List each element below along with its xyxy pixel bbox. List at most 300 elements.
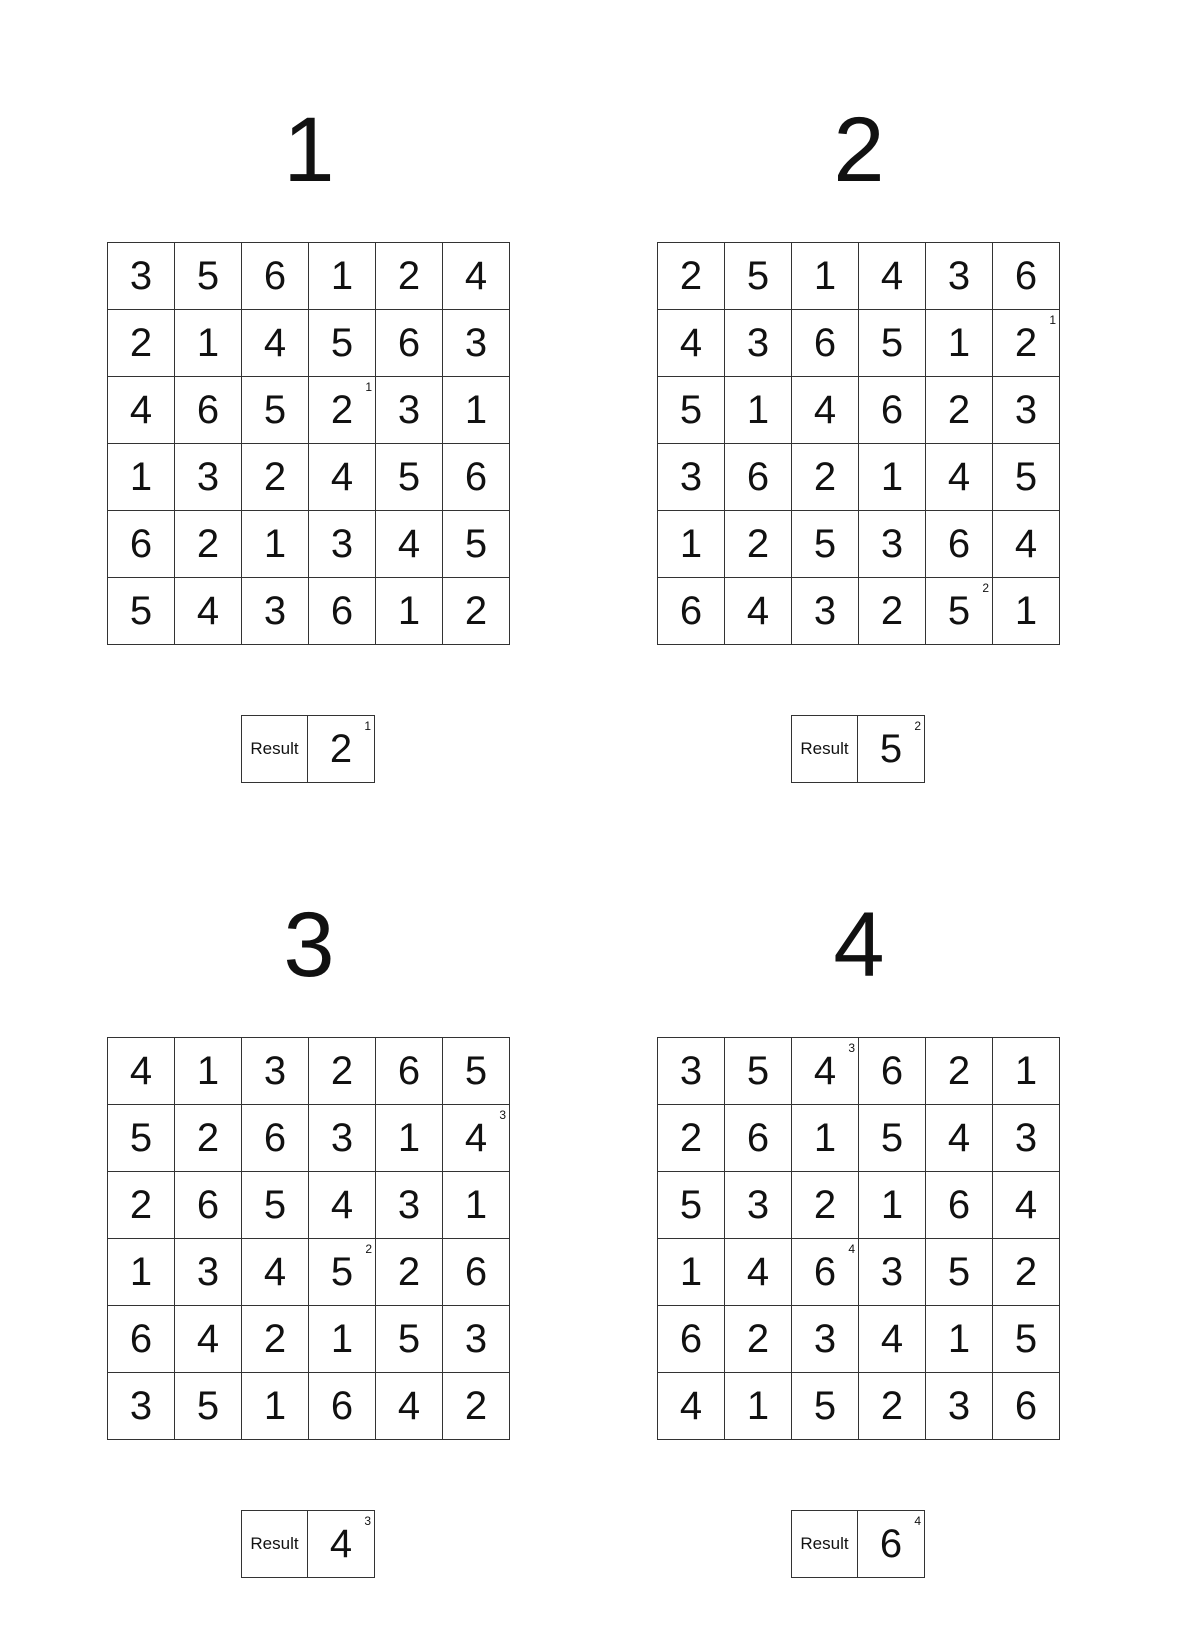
cell-number: 5 bbox=[263, 1183, 287, 1227]
grid-cell bbox=[309, 377, 376, 444]
grid-cell bbox=[658, 444, 725, 511]
grid-cell bbox=[443, 1239, 510, 1306]
cell-number: 4 bbox=[330, 1183, 354, 1227]
cell-number: 5 bbox=[397, 455, 421, 499]
cell-number: 3 bbox=[330, 1116, 354, 1160]
cell-number: 3 bbox=[880, 522, 904, 566]
cell-number: 5 bbox=[129, 1116, 153, 1160]
grid-cell bbox=[376, 1306, 443, 1373]
grid-cell bbox=[926, 444, 993, 511]
grid-cell bbox=[725, 1239, 792, 1306]
cell-number: 6 bbox=[464, 455, 488, 499]
grid-cell bbox=[658, 1306, 725, 1373]
result-value bbox=[858, 716, 924, 782]
grid-cell bbox=[175, 578, 242, 645]
grid-cell bbox=[242, 377, 309, 444]
cell-number: 6 bbox=[263, 1116, 287, 1160]
grid-cell bbox=[926, 1105, 993, 1172]
cell-number: 1 bbox=[464, 388, 488, 432]
cell-number: 1 bbox=[397, 1116, 421, 1160]
grid-cell bbox=[658, 310, 725, 377]
grid-cell bbox=[725, 578, 792, 645]
cell-number: 1 bbox=[330, 254, 354, 298]
cell-number: 4 bbox=[746, 589, 770, 633]
cell-number: 6 bbox=[196, 388, 220, 432]
grid-cell bbox=[376, 1239, 443, 1306]
grid-cell bbox=[859, 1172, 926, 1239]
cell-number: 6 bbox=[1014, 1384, 1038, 1428]
cell-number: 2 bbox=[880, 589, 904, 633]
cell-number: 5 bbox=[263, 388, 287, 432]
cell-number: 2 bbox=[813, 1183, 837, 1227]
result-box bbox=[791, 715, 925, 783]
cell-mark: 2 bbox=[982, 581, 989, 595]
cell-number: 1 bbox=[813, 1116, 837, 1160]
cell-number: 2 bbox=[196, 522, 220, 566]
puzzle-2 bbox=[657, 90, 1061, 780]
cell-number: 5 bbox=[947, 589, 971, 633]
grid-cell bbox=[376, 377, 443, 444]
cell-number: 1 bbox=[196, 1049, 220, 1093]
grid-cell bbox=[175, 243, 242, 310]
grid-cell bbox=[926, 1038, 993, 1105]
cell-number: 3 bbox=[464, 1317, 488, 1361]
grid-cell bbox=[443, 310, 510, 377]
grid-cell bbox=[242, 1239, 309, 1306]
grid-cell bbox=[859, 1239, 926, 1306]
cell-number: 3 bbox=[1014, 1116, 1038, 1160]
grid-cell bbox=[792, 444, 859, 511]
grid-cell bbox=[242, 578, 309, 645]
grid-cell bbox=[926, 1373, 993, 1440]
grid-cell bbox=[725, 1105, 792, 1172]
puzzle-3 bbox=[107, 885, 511, 1575]
grid-cell bbox=[792, 1239, 859, 1306]
cell-number: 3 bbox=[263, 1049, 287, 1093]
number-grid bbox=[107, 1037, 510, 1440]
cell-number: 2 bbox=[880, 1384, 904, 1428]
cell-number: 3 bbox=[947, 254, 971, 298]
grid-cell bbox=[443, 578, 510, 645]
grid-cell bbox=[658, 243, 725, 310]
grid-cell bbox=[658, 1373, 725, 1440]
cell-number: 5 bbox=[746, 1049, 770, 1093]
grid-cell bbox=[242, 310, 309, 377]
result-value bbox=[858, 1511, 924, 1577]
number-grid bbox=[657, 1037, 1060, 1440]
result-value bbox=[308, 716, 374, 782]
cell-number: 3 bbox=[397, 1183, 421, 1227]
number-grid bbox=[107, 242, 510, 645]
grid-cell bbox=[993, 1172, 1060, 1239]
grid-cell bbox=[309, 511, 376, 578]
cell-number: 1 bbox=[1014, 589, 1038, 633]
grid-cell bbox=[108, 1373, 175, 1440]
grid-cell bbox=[309, 1105, 376, 1172]
grid-cell bbox=[108, 1105, 175, 1172]
grid-cell bbox=[993, 578, 1060, 645]
cell-number: 1 bbox=[129, 1250, 153, 1294]
cell-number: 4 bbox=[947, 455, 971, 499]
grid-cell bbox=[242, 1038, 309, 1105]
cell-number: 1 bbox=[880, 1183, 904, 1227]
grid-cell bbox=[658, 1239, 725, 1306]
cell-number: 3 bbox=[330, 522, 354, 566]
grid-cell bbox=[993, 1038, 1060, 1105]
grid-cell bbox=[792, 1105, 859, 1172]
grid-cell bbox=[309, 578, 376, 645]
grid-cell bbox=[108, 578, 175, 645]
cell-number: 6 bbox=[129, 522, 153, 566]
grid-cell bbox=[309, 1038, 376, 1105]
cell-number: 3 bbox=[813, 589, 837, 633]
grid-cell bbox=[108, 310, 175, 377]
grid-cell bbox=[993, 1105, 1060, 1172]
puzzle-title: 3 bbox=[283, 894, 335, 996]
cell-number: 6 bbox=[464, 1250, 488, 1294]
cell-mark: 3 bbox=[499, 1108, 506, 1122]
cell-number: 5 bbox=[746, 254, 770, 298]
result-value bbox=[308, 1511, 374, 1577]
cell-mark: 1 bbox=[365, 380, 372, 394]
grid-cell bbox=[108, 1172, 175, 1239]
cell-number: 4 bbox=[129, 388, 153, 432]
cell-number: 2 bbox=[1014, 321, 1038, 365]
grid-cell bbox=[926, 377, 993, 444]
result-mark: 1 bbox=[364, 719, 371, 733]
grid-cell bbox=[309, 444, 376, 511]
grid-cell bbox=[175, 1105, 242, 1172]
grid-cell bbox=[443, 1373, 510, 1440]
cell-mark: 3 bbox=[848, 1041, 855, 1055]
grid-cell bbox=[242, 1172, 309, 1239]
grid-cell bbox=[859, 1373, 926, 1440]
grid-cell bbox=[309, 1239, 376, 1306]
grid-cell bbox=[859, 1306, 926, 1373]
cell-number: 5 bbox=[330, 1250, 354, 1294]
cell-number: 3 bbox=[746, 321, 770, 365]
result-box bbox=[241, 1510, 375, 1578]
cell-number: 6 bbox=[129, 1317, 153, 1361]
grid-cell bbox=[792, 511, 859, 578]
cell-number: 4 bbox=[1014, 522, 1038, 566]
cell-number: 6 bbox=[397, 321, 421, 365]
cell-mark: 1 bbox=[1049, 313, 1056, 327]
grid-cell bbox=[443, 444, 510, 511]
grid-cell bbox=[443, 377, 510, 444]
cell-number: 4 bbox=[129, 1049, 153, 1093]
grid-cell bbox=[859, 1038, 926, 1105]
cell-number: 4 bbox=[1014, 1183, 1038, 1227]
cell-number: 4 bbox=[196, 589, 220, 633]
puzzle-title: 4 bbox=[833, 894, 885, 996]
cell-number: 5 bbox=[397, 1317, 421, 1361]
grid-cell bbox=[108, 1038, 175, 1105]
grid-cell bbox=[108, 1306, 175, 1373]
grid-cell bbox=[993, 243, 1060, 310]
grid-cell bbox=[859, 310, 926, 377]
result-box bbox=[791, 1510, 925, 1578]
result-number: 2 bbox=[329, 727, 353, 771]
puzzle-1 bbox=[107, 90, 511, 780]
cell-mark: 2 bbox=[365, 1242, 372, 1256]
cell-number: 1 bbox=[397, 589, 421, 633]
result-label: Result bbox=[242, 716, 308, 782]
cell-number: 1 bbox=[263, 1384, 287, 1428]
cell-number: 2 bbox=[947, 388, 971, 432]
cell-number: 2 bbox=[679, 254, 703, 298]
cell-number: 5 bbox=[813, 1384, 837, 1428]
cell-number: 5 bbox=[464, 1049, 488, 1093]
cell-number: 4 bbox=[679, 321, 703, 365]
grid-cell bbox=[242, 444, 309, 511]
cell-number: 5 bbox=[813, 522, 837, 566]
grid-cell bbox=[725, 1172, 792, 1239]
grid-cell bbox=[108, 243, 175, 310]
result-number: 6 bbox=[879, 1522, 903, 1566]
cell-number: 5 bbox=[679, 1183, 703, 1227]
grid-cell bbox=[926, 310, 993, 377]
grid-cell bbox=[792, 377, 859, 444]
result-number: 4 bbox=[329, 1522, 353, 1566]
grid-cell bbox=[175, 1306, 242, 1373]
cell-number: 6 bbox=[880, 1049, 904, 1093]
grid-cell bbox=[658, 1038, 725, 1105]
grid-cell bbox=[376, 310, 443, 377]
grid-cell bbox=[376, 1038, 443, 1105]
cell-mark: 4 bbox=[848, 1242, 855, 1256]
cell-number: 4 bbox=[813, 1049, 837, 1093]
cell-number: 1 bbox=[196, 321, 220, 365]
grid-cell bbox=[792, 310, 859, 377]
cell-number: 4 bbox=[263, 1250, 287, 1294]
grid-cell bbox=[926, 578, 993, 645]
cell-number: 3 bbox=[196, 455, 220, 499]
result-label: Result bbox=[792, 1511, 858, 1577]
cell-number: 5 bbox=[129, 589, 153, 633]
grid-cell bbox=[376, 1172, 443, 1239]
cell-number: 4 bbox=[330, 455, 354, 499]
cell-number: 5 bbox=[947, 1250, 971, 1294]
cell-number: 4 bbox=[196, 1317, 220, 1361]
cell-number: 4 bbox=[263, 321, 287, 365]
grid-cell bbox=[175, 1038, 242, 1105]
cell-number: 1 bbox=[129, 455, 153, 499]
cell-number: 4 bbox=[397, 522, 421, 566]
cell-number: 1 bbox=[679, 1250, 703, 1294]
grid-cell bbox=[725, 444, 792, 511]
grid-cell bbox=[926, 1172, 993, 1239]
grid-cell bbox=[926, 1306, 993, 1373]
grid-cell bbox=[658, 1105, 725, 1172]
grid-cell bbox=[376, 578, 443, 645]
cell-number: 2 bbox=[746, 1317, 770, 1361]
cell-number: 1 bbox=[263, 522, 287, 566]
grid-cell bbox=[993, 444, 1060, 511]
cell-number: 3 bbox=[813, 1317, 837, 1361]
cell-number: 4 bbox=[947, 1116, 971, 1160]
grid-cell bbox=[792, 1038, 859, 1105]
cell-number: 3 bbox=[263, 589, 287, 633]
cell-number: 4 bbox=[679, 1384, 703, 1428]
grid-cell bbox=[993, 1306, 1060, 1373]
grid-cell bbox=[443, 1306, 510, 1373]
cell-number: 6 bbox=[263, 254, 287, 298]
grid-cell bbox=[443, 1038, 510, 1105]
cell-number: 5 bbox=[1014, 1317, 1038, 1361]
grid-cell bbox=[175, 1373, 242, 1440]
grid-cell bbox=[175, 377, 242, 444]
cell-number: 3 bbox=[1014, 388, 1038, 432]
cell-number: 3 bbox=[679, 1049, 703, 1093]
result-mark: 3 bbox=[364, 1514, 371, 1528]
cell-number: 6 bbox=[813, 1250, 837, 1294]
cell-number: 3 bbox=[679, 455, 703, 499]
cell-number: 2 bbox=[263, 455, 287, 499]
grid-cell bbox=[859, 578, 926, 645]
cell-number: 6 bbox=[813, 321, 837, 365]
cell-number: 6 bbox=[330, 589, 354, 633]
grid-cell bbox=[443, 243, 510, 310]
cell-number: 1 bbox=[330, 1317, 354, 1361]
grid-cell bbox=[242, 511, 309, 578]
cell-number: 6 bbox=[947, 1183, 971, 1227]
grid-cell bbox=[792, 1172, 859, 1239]
cell-number: 1 bbox=[880, 455, 904, 499]
cell-number: 5 bbox=[880, 1116, 904, 1160]
cell-number: 4 bbox=[880, 1317, 904, 1361]
grid-cell bbox=[376, 1105, 443, 1172]
cell-number: 1 bbox=[746, 1384, 770, 1428]
grid-cell bbox=[792, 243, 859, 310]
grid-cell bbox=[725, 243, 792, 310]
grid-cell bbox=[859, 243, 926, 310]
cell-number: 1 bbox=[464, 1183, 488, 1227]
cell-number: 2 bbox=[1014, 1250, 1038, 1294]
result-label: Result bbox=[792, 716, 858, 782]
grid-cell bbox=[175, 1172, 242, 1239]
cell-number: 5 bbox=[464, 522, 488, 566]
cell-number: 2 bbox=[464, 1384, 488, 1428]
grid-cell bbox=[309, 243, 376, 310]
cell-number: 1 bbox=[1014, 1049, 1038, 1093]
grid-cell bbox=[242, 243, 309, 310]
grid-cell bbox=[725, 377, 792, 444]
cell-number: 6 bbox=[679, 1317, 703, 1361]
puzzle-4 bbox=[657, 885, 1061, 1575]
grid-cell bbox=[443, 1172, 510, 1239]
grid-cell bbox=[926, 1239, 993, 1306]
result-box bbox=[241, 715, 375, 783]
cell-number: 2 bbox=[397, 1250, 421, 1294]
grid-cell bbox=[993, 310, 1060, 377]
cell-number: 4 bbox=[746, 1250, 770, 1294]
grid-cell bbox=[376, 243, 443, 310]
cell-number: 3 bbox=[196, 1250, 220, 1294]
grid-cell bbox=[309, 1373, 376, 1440]
cell-number: 1 bbox=[947, 321, 971, 365]
cell-number: 2 bbox=[330, 1049, 354, 1093]
grid-cell bbox=[993, 1239, 1060, 1306]
grid-cell bbox=[859, 1105, 926, 1172]
number-grid bbox=[657, 242, 1060, 645]
cell-number: 5 bbox=[679, 388, 703, 432]
cell-number: 6 bbox=[746, 455, 770, 499]
cell-number: 6 bbox=[397, 1049, 421, 1093]
cell-number: 5 bbox=[1014, 455, 1038, 499]
grid-cell bbox=[376, 1373, 443, 1440]
grid-cell bbox=[658, 578, 725, 645]
cell-number: 2 bbox=[129, 1183, 153, 1227]
cell-number: 3 bbox=[129, 254, 153, 298]
grid-cell bbox=[993, 377, 1060, 444]
cell-number: 5 bbox=[330, 321, 354, 365]
cell-number: 3 bbox=[880, 1250, 904, 1294]
grid-cell bbox=[309, 310, 376, 377]
grid-cell bbox=[175, 444, 242, 511]
grid-cell bbox=[443, 511, 510, 578]
cell-number: 6 bbox=[1014, 254, 1038, 298]
result-label: Result bbox=[242, 1511, 308, 1577]
grid-cell bbox=[108, 377, 175, 444]
grid-cell bbox=[658, 1172, 725, 1239]
grid-cell bbox=[725, 1373, 792, 1440]
cell-number: 6 bbox=[880, 388, 904, 432]
grid-cell bbox=[242, 1306, 309, 1373]
grid-cell bbox=[175, 511, 242, 578]
grid-cell bbox=[108, 1239, 175, 1306]
cell-number: 3 bbox=[947, 1384, 971, 1428]
grid-cell bbox=[242, 1105, 309, 1172]
cell-number: 3 bbox=[397, 388, 421, 432]
cell-number: 6 bbox=[746, 1116, 770, 1160]
cell-number: 2 bbox=[464, 589, 488, 633]
cell-number: 2 bbox=[129, 321, 153, 365]
result-number: 5 bbox=[879, 727, 903, 771]
grid-cell bbox=[108, 444, 175, 511]
grid-cell bbox=[792, 1373, 859, 1440]
cell-number: 2 bbox=[397, 254, 421, 298]
cell-number: 4 bbox=[813, 388, 837, 432]
cell-number: 2 bbox=[746, 522, 770, 566]
cell-number: 1 bbox=[947, 1317, 971, 1361]
cell-number: 5 bbox=[196, 1384, 220, 1428]
grid-cell bbox=[242, 1373, 309, 1440]
cell-number: 1 bbox=[813, 254, 837, 298]
grid-cell bbox=[175, 1239, 242, 1306]
grid-cell bbox=[725, 1038, 792, 1105]
cell-number: 4 bbox=[464, 254, 488, 298]
grid-cell bbox=[309, 1306, 376, 1373]
result-mark: 4 bbox=[914, 1514, 921, 1528]
grid-cell bbox=[859, 444, 926, 511]
grid-cell bbox=[376, 511, 443, 578]
grid-cell bbox=[108, 511, 175, 578]
cell-number: 2 bbox=[263, 1317, 287, 1361]
cell-number: 2 bbox=[679, 1116, 703, 1160]
grid-cell bbox=[175, 310, 242, 377]
cell-number: 1 bbox=[746, 388, 770, 432]
cell-number: 4 bbox=[397, 1384, 421, 1428]
cell-number: 3 bbox=[129, 1384, 153, 1428]
puzzle-title: 1 bbox=[283, 99, 335, 201]
cell-number: 2 bbox=[330, 388, 354, 432]
cell-number: 4 bbox=[880, 254, 904, 298]
grid-cell bbox=[309, 1172, 376, 1239]
grid-cell bbox=[443, 1105, 510, 1172]
grid-cell bbox=[792, 578, 859, 645]
cell-number: 2 bbox=[196, 1116, 220, 1160]
